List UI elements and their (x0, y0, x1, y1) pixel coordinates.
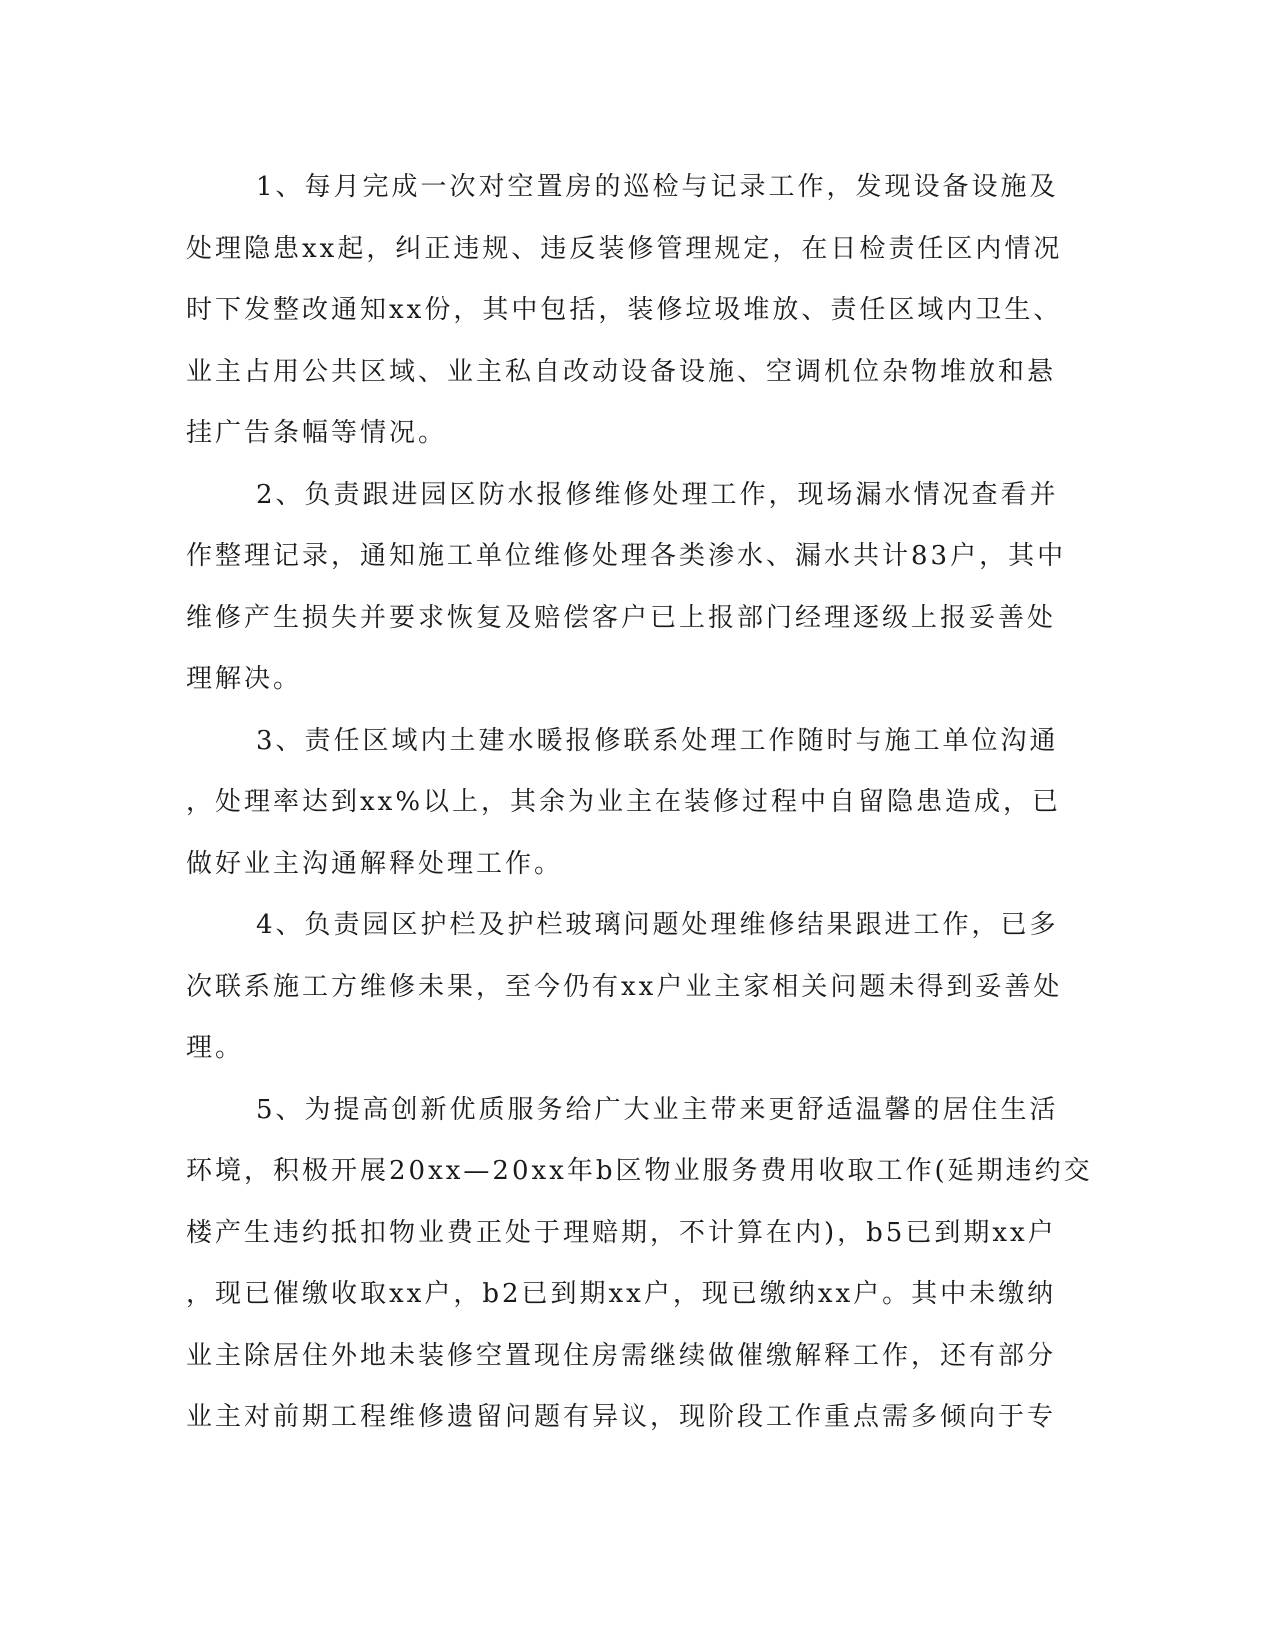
paragraph-1-line-1: 1、每月完成一次对空置房的巡检与记录工作，发现设备设施及 (256, 172, 1059, 202)
paragraph-5-line-5: 业主除居住外地未装修空置现住房需继续做催缴解释工作，还有部分 (186, 1340, 1057, 1371)
paragraph-2-line-2: 作整理记录，通知施工单位维修处理各类渗水、漏水共计83户，其中 (186, 541, 1067, 571)
paragraph-5-line-4: ，现已催缴收取xx户，b2已到期xx户，现已缴纳xx户。其中未缴纳 (186, 1279, 1057, 1309)
paragraph-2-line-1: 2、负责跟进园区防水报修维修处理工作，现场漏水情况查看并 (256, 479, 1059, 510)
paragraph-1-line-3: 时下发整改通知xx份，其中包括，装修垃圾堆放、责任区域内卫生、 (186, 295, 1063, 325)
paragraph-1-line-2: 处理隐患xx起，纠正违规、违反装修管理规定，在日检责任区内情况 (186, 233, 1063, 264)
paragraph-5-line-2: 环境，积极开展20xx—20xx年b区物业服务费用收取工作(延期违约交 (186, 1156, 1093, 1186)
paragraph-3-line-2: ，处理率达到xx%以上，其余为业主在装修过程中自留隐患造成，已 (186, 787, 1062, 817)
paragraph-1-line-4: 业主占用公共区域、业主私自改动设备设施、空调机位杂物堆放和悬 (186, 356, 1057, 387)
paragraph-5-line-1: 5、为提高创新优质服务给广大业主带来更舒适温馨的居住生活 (256, 1094, 1059, 1125)
paragraph-4-line-3: 理。 (186, 1033, 245, 1063)
paragraph-4-line-1: 4、负责园区护栏及护栏玻璃问题处理维修结果跟进工作，已多 (256, 910, 1059, 940)
paragraph-1-line-5: 挂广告条幅等情况。 (186, 418, 448, 448)
paragraph-2-line-4: 理解决。 (186, 664, 303, 694)
paragraph-3-line-1: 3、责任区域内土建水暖报修联系处理工作随时与施工单位沟通 (256, 725, 1059, 756)
document-body (186, 157, 1093, 1449)
paragraph-3-line-3: 做好业主沟通解释处理工作。 (186, 848, 564, 879)
paragraph-4-line-2: 次联系施工方维修未果，至今仍有xx户业主家相关问题未得到妥善处 (186, 971, 1063, 1002)
paragraph-5-line-6: 业主对前期工程维修遗留问题有异议，现阶段工作重点需多倾向于专 (186, 1402, 1057, 1432)
paragraph-2-line-3: 维修产生损失并要求恢复及赔偿客户已上报部门经理逐级上报妥善处 (186, 602, 1057, 633)
paragraph-5-line-3: 楼产生违约抵扣物业费正处于理赔期，不计算在内)，b5已到期xx户 (186, 1217, 1057, 1248)
